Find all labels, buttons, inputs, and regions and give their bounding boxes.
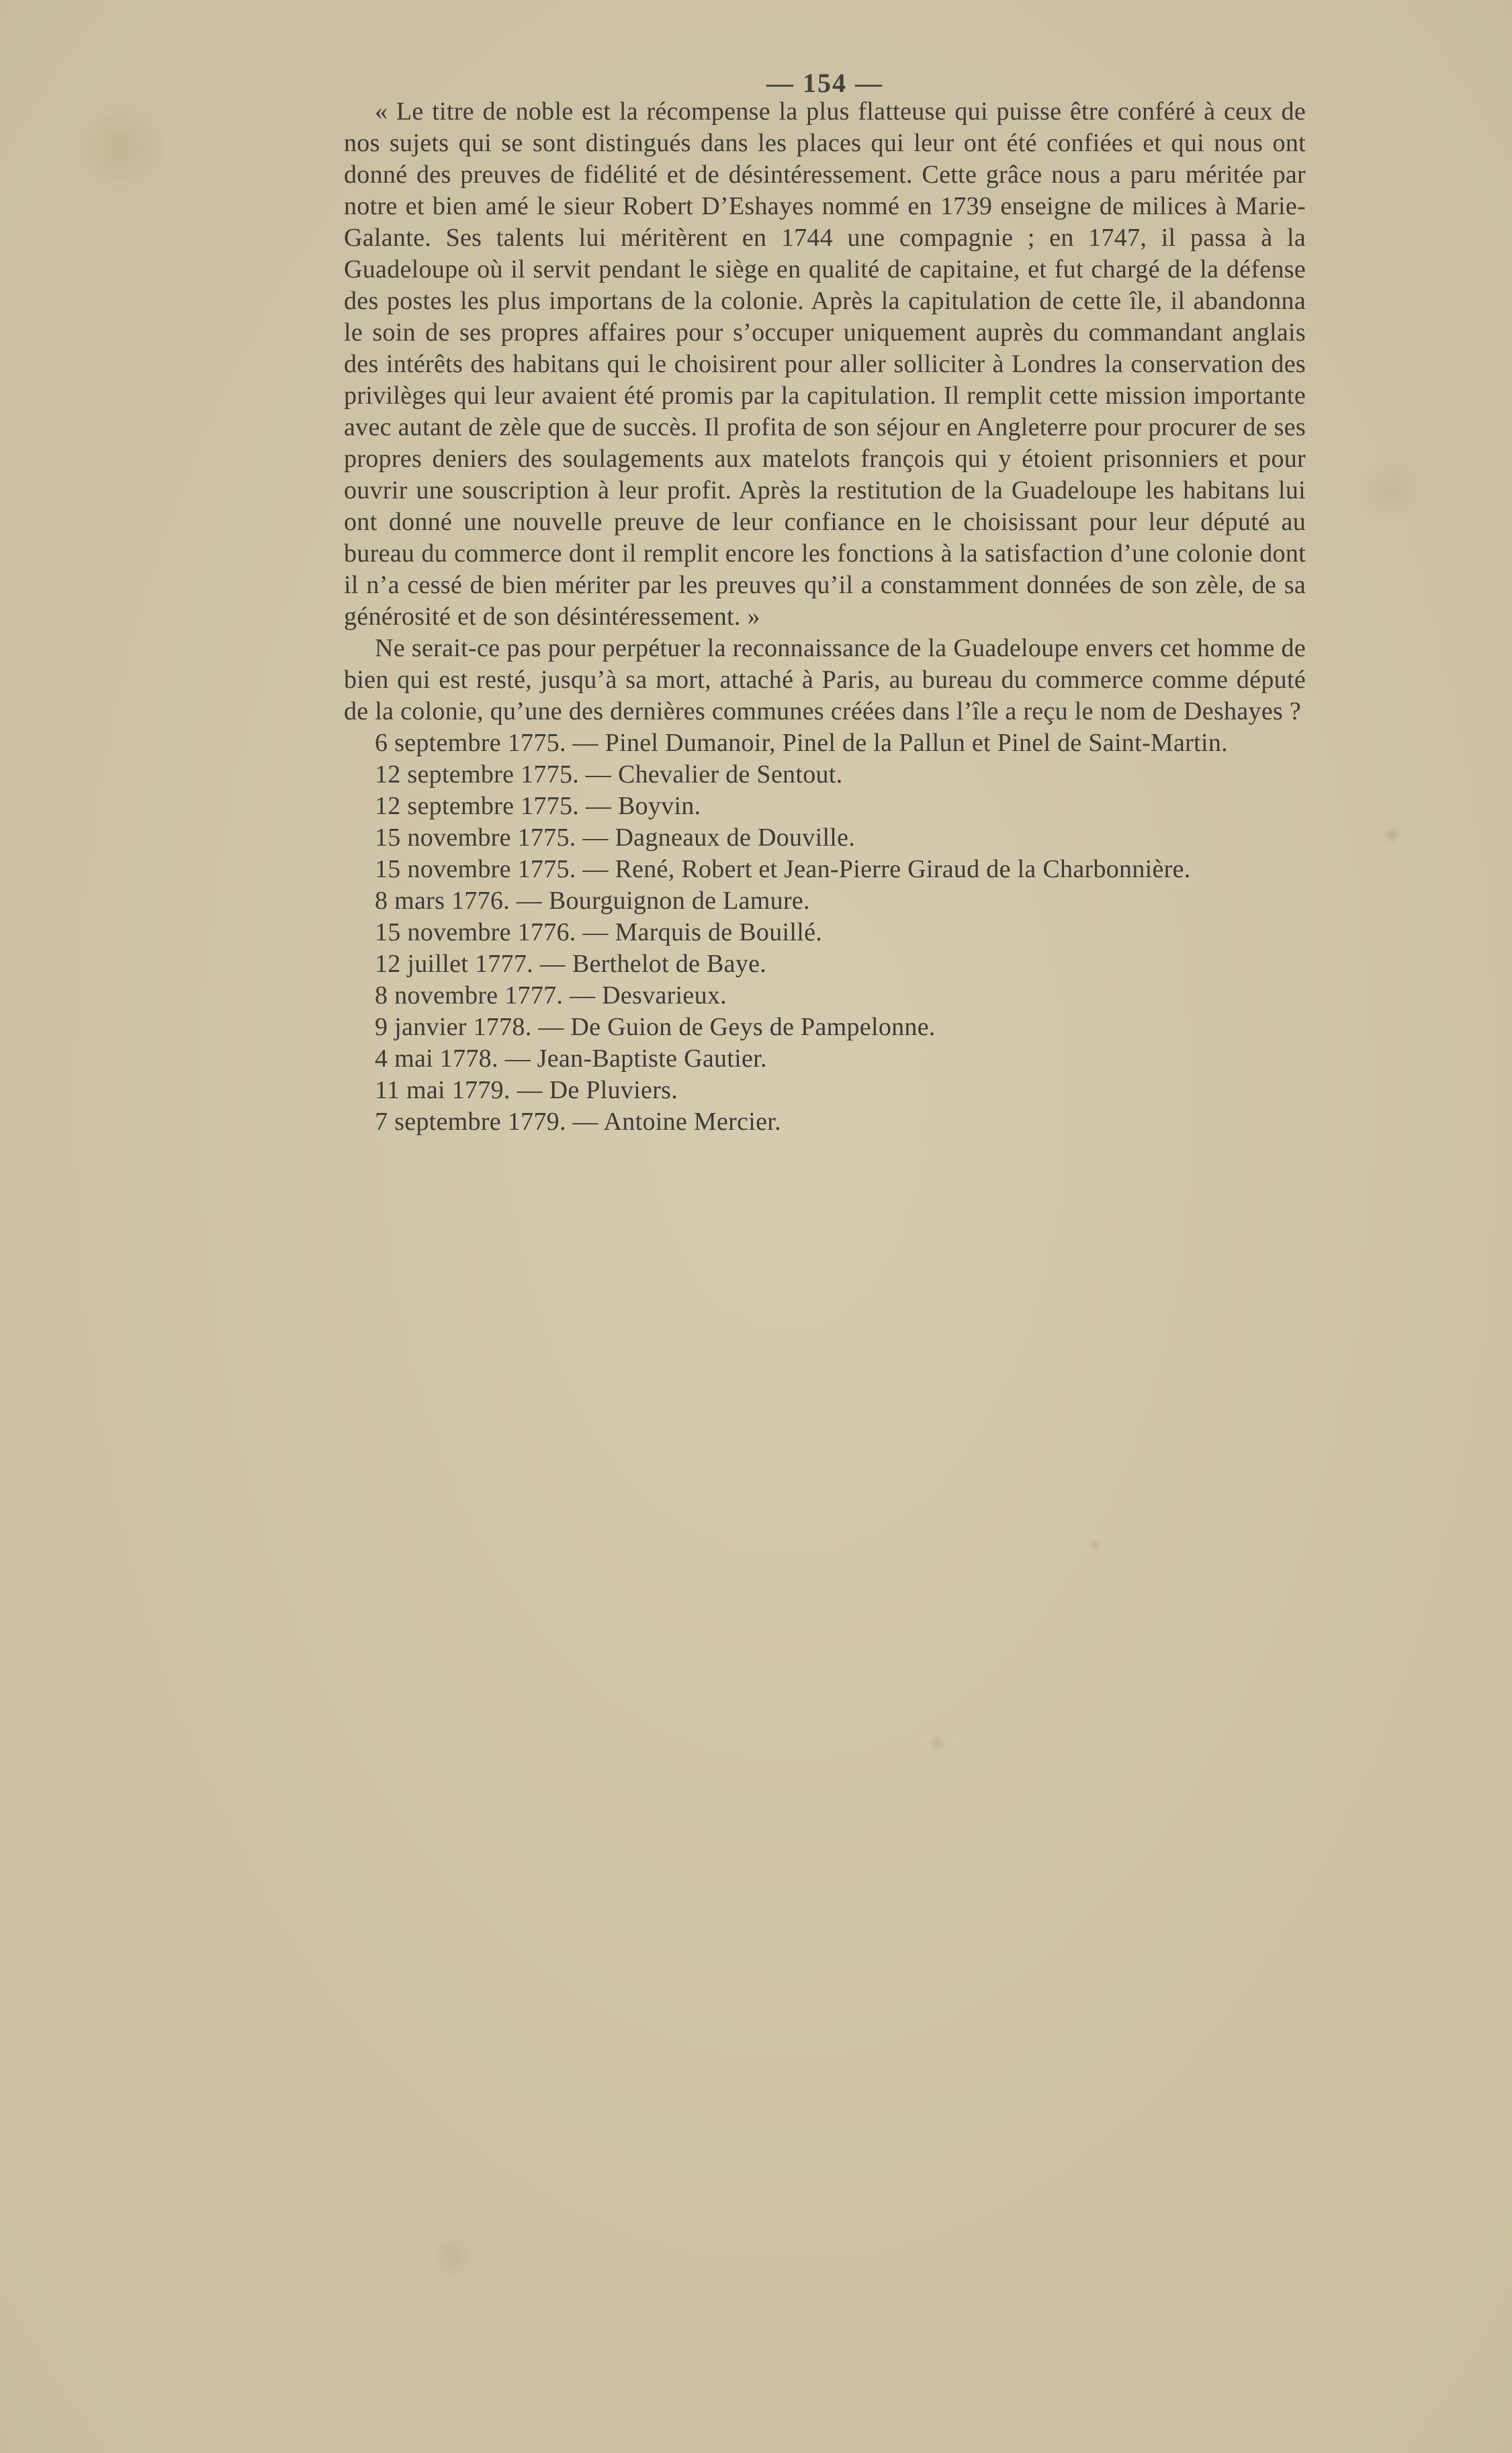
page-number: — 154 — [766, 68, 883, 98]
list-item: 7 septembre 1779. — Antoine Mercier. [375, 1108, 781, 1136]
list-item: 6 septembre 1775. — Pinel Dumanoir, Pinel de la Pallun et Pinel de Saint-Martin. [375, 729, 1228, 757]
text-block [344, 96, 1306, 1138]
list-item: 15 novembre 1775. — René, Robert et Jean-Pierre Giraud de la Charbonnière. [375, 855, 1191, 883]
list-item: 12 septembre 1775. — Boyvin. [375, 792, 701, 820]
paper-stain [1384, 826, 1401, 844]
list-item: 9 janvier 1778. — De Guion de Geys de Pampelonne. [375, 1013, 936, 1041]
list-item: 4 mai 1778. — Jean-Baptiste Gautier. [375, 1044, 767, 1073]
paragraph-quotation: « Le titre de noble est la récompense la plus flatteuse qui puisse être conféré à ceux de nos sujets qui se sont distingués dans les places qui leur ont été confiées et qui nous ont donné des preuves de fidélité et de désintéressement. Cette grâce nous a paru méritée par notre et bien amé le sieur Robert D’Eshayes nommé en 1739 enseigne de milices à Marie-Galante. Ses talents lui méritèrent en 1744 une compagnie ; en 1747, il passa à la Guadeloupe où il servit pendant le siège en qualité de capitaine, et fut chargé de la défense des postes les plus importans de la colonie. Après la capitulation de cette île, il abandonna le soin de ses propres affaires pour s’occuper uniquement auprès du commandant anglais des intérêts des habitans qui le choisirent pour aller solliciter à Londres la conservation des privilèges qui leur avaient été promis par la capitulation. Il remplit cette mission importante avec autant de zèle que de succès. Il profita de son séjour en Angleterre pour procurer de ses propres deniers des soulagements aux matelots françois qui y étoient prisonniers et pour ouvrir une souscription à leur profit. Après la restitution de la Guadeloupe les habitans lui ont donné une nouvelle preuve de leur confiance en le choisissant pour leur député au bureau du commerce dont il remplit encore les fonctions à la satisfaction d’une colonie dont il n’a cessé de bien mériter par les preuves qu’il a constamment données de son zèle, de sa générosité et de son désintéressement. » [344, 97, 1306, 631]
list-item: 8 novembre 1777. — Desvarieux. [375, 981, 727, 1010]
list-item: 15 novembre 1775. — Dagneaux de Douville. [375, 823, 856, 852]
paper-stain [1088, 1538, 1102, 1552]
paper-stain [927, 1733, 947, 1753]
list-item: 15 novembre 1776. — Marquis de Bouillé. [375, 918, 823, 946]
list-item: 8 mars 1776. — Bourguignon de Lamure. [375, 887, 810, 915]
paragraph-question: Ne serait-ce pas pour perpétuer la reconnaissance de la Guadeloupe envers cet homme de bien qui est resté, jusqu’à sa mort, attaché à Paris, au bureau du commerce comme député de la colonie, qu’une des dernières communes créées dans l’île a reçu le nom de Deshayes ? [344, 634, 1306, 725]
list-item: 12 juillet 1777. — Berthelot de Baye. [375, 950, 767, 978]
list-item: 11 mai 1779. — De Pluviers. [375, 1076, 678, 1104]
list-item: 12 septembre 1775. — Chevalier de Sentout. [375, 760, 843, 789]
